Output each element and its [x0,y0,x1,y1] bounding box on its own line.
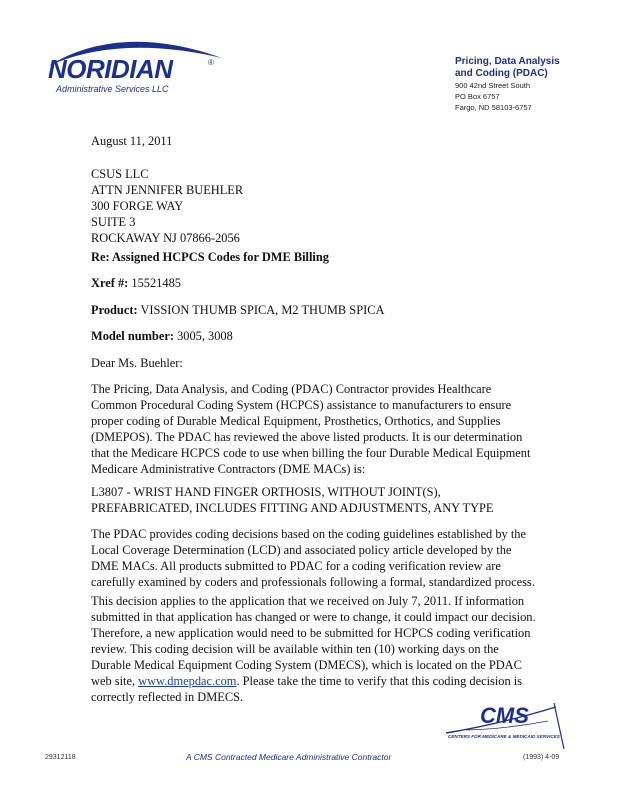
paragraph-line: (DMEPOS). The PDAC has reviewed the above listed products. It is our determination [91,430,523,444]
logo-subtitle: Administrative Services LLC [56,84,169,94]
salutation: Dear Ms. Buehler: [91,356,183,370]
code-line: L3807 - WRIST HAND FINGER ORTHOSIS, WITHOUT JOINT(S), [91,485,441,499]
paragraph-line: Durable Medical Equipment Coding System (DMECS), which is located on the PDAC [91,658,522,672]
subject-text: Re: Assigned HCPCS Codes for DME Billing [91,250,329,264]
address-line: PO Box 6757 [455,92,500,101]
paragraph-intro [91,381,530,477]
footer-doc-id: 29312118 [45,754,76,761]
recipient-address [91,166,243,246]
paragraph-line: Common Procedural Coding System (HCPCS) assistance to manufacturers to ensure [91,398,512,412]
footer-form-number: (1993) 4-09 [523,754,560,761]
paragraph-process [91,526,535,590]
paragraph-line: This decision applies to the application that we received on July 7, 2011. If information [91,594,525,608]
recipient-line: 300 FORGE WAY [91,199,184,213]
hcpcs-code-block [91,484,494,516]
paragraph-line: Medicare Administrative Contractors (DME MACs) is: [91,462,366,476]
dmepdac-link[interactable]: www.dmepdac.com [138,674,237,688]
paragraph-line: The Pricing, Data Analysis, and Coding (PDAC) Contractor provides Healthcare [91,382,492,396]
recipient-line: CSUS LLC [91,167,149,181]
noridian-logo [40,28,230,98]
address-line: Fargo, ND 58103-6757 [455,103,532,112]
logo-wordmark: NORIDIAN [48,54,173,84]
logo-registered-mark: ® [208,58,214,67]
xref-line [91,275,181,291]
model-line [91,328,233,344]
recipient-line: ATTN JENNIFER BUEHLER [91,183,244,197]
return-address [455,56,615,113]
paragraph-line: correctly reflected in DMECS. [91,690,244,704]
paragraph-line: Therefore, a new application would need to be submitted for HCPCS coding verification [91,626,531,640]
subject-line [91,249,329,265]
product-label: Product: [91,303,138,317]
cms-subtitle: CENTERS FOR MEDICARE & MEDICAID SERVICES [448,734,560,739]
paragraph-line: carefully examined by coders and professionals following a formal, standardized process. [91,575,535,589]
xref-label: Xref #: [91,276,129,290]
paragraph-line: submitted in that application has changed or were to change, it could impact our decision. [91,610,536,624]
footer-tagline: A CMS Contracted Medicare Administrative Contractor [186,752,392,762]
dept-name-line1: Pricing, Data Analysis [455,56,560,67]
paragraph-line: that the Medicare HCPCS code to use when billing the four Durable Medical Equipment [91,446,531,460]
dept-name-line2: and Coding (PDAC) [455,68,548,79]
paragraph-line: proper coding of Durable Medical Equipment, Prosthetics, Orthotics, and Supplies [91,414,501,428]
product-line [91,302,384,318]
recipient-line: ROCKAWAY NJ 07866-2056 [91,231,240,245]
web-site-prefix: web site, [91,674,139,688]
paragraph-line: The PDAC provides coding decisions based on the coding guidelines established by the [91,527,526,541]
paragraph-line [91,673,536,689]
paragraph-line: Local Coverage Determination (LCD) and associated policy article developed by the [91,543,512,557]
cms-wordmark: CMS [480,703,529,728]
recipient-line: SUITE 3 [91,215,136,229]
address-line: 900 42nd Street South [455,81,531,90]
model-value: 3005, 3008 [177,329,233,343]
model-label: Model number: [91,329,174,343]
code-line: PREFABRICATED, INCLUDES FITTING AND ADJUSTMENTS, ANY TYPE [91,501,494,515]
letter-date: August 11, 2011 [91,134,173,148]
xref-value: 15521485 [131,276,181,290]
paragraph-line: review. This coding decision will be available within ten (10) working days on the [91,642,499,656]
paragraph-decision [91,593,536,705]
product-value: VISSION THUMB SPICA, M2 THUMB SPICA [140,303,385,317]
cms-logo [436,703,574,749]
web-site-suffix: . Please take the time to verify that this coding decision is [236,674,523,688]
paragraph-line: DME MACs. All products submitted to PDAC for a coding verification review are [91,559,501,573]
